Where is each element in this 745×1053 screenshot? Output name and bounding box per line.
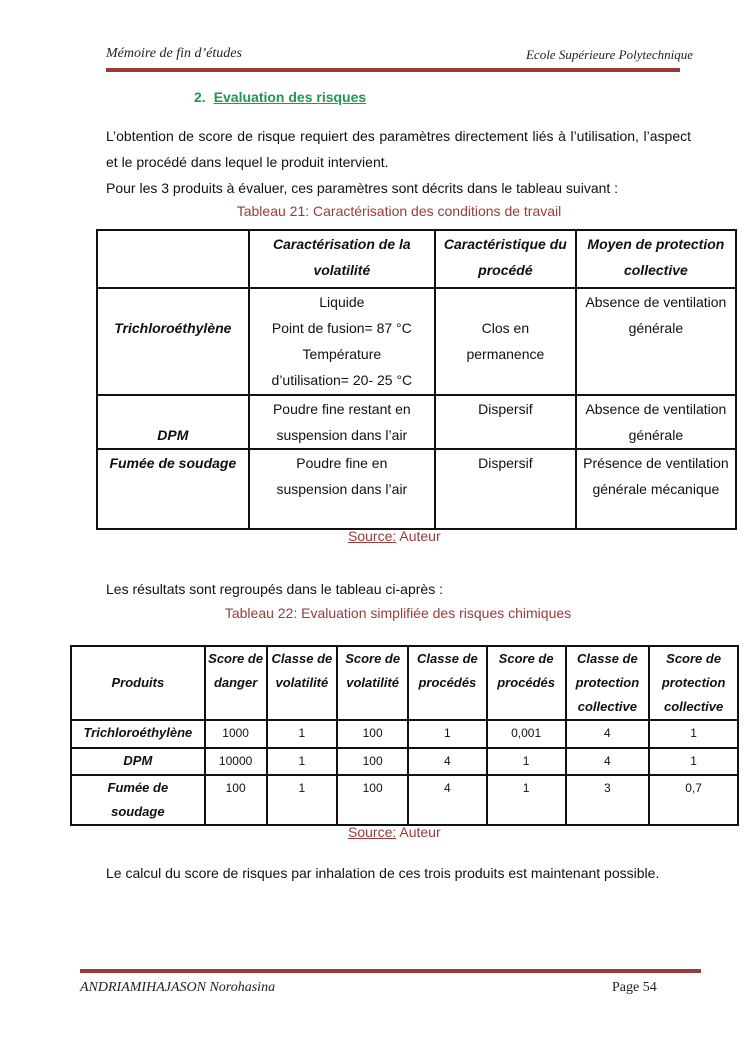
table21-header-cell: Caractéristique du procédé xyxy=(435,230,576,288)
row-label: DPM xyxy=(71,748,205,775)
table-row xyxy=(97,449,736,529)
table-cell: 4 xyxy=(566,748,650,775)
header-right: Ecole Supérieure Polytechnique xyxy=(525,47,693,62)
table-cell: 0,7 xyxy=(649,775,738,825)
process-cell xyxy=(435,288,576,395)
protection-cell xyxy=(576,288,736,395)
volatility-cell xyxy=(249,449,435,529)
results-paragraph: Les résultats sont regroupés dans le tableau ci-après : xyxy=(106,581,443,597)
table22-header-cell: Classe de procédés xyxy=(408,646,487,720)
volatility-line: Point de fusion= 87 °C xyxy=(271,320,412,336)
protection-text: Absence de ventilation générale xyxy=(585,294,727,336)
intro-paragraph: L’obtention de score de risque requiert des paramètres directement liés à l’utilisation, l’aspect et le procédé dans lequel le produit intervient. xyxy=(106,128,691,170)
table22-header-cell: Score de danger xyxy=(205,646,267,720)
row-label: Trichloroéthylène xyxy=(71,720,205,748)
table21-header-row xyxy=(97,230,736,288)
row-label: Fumée de soudage xyxy=(71,775,205,825)
source-label: Source: xyxy=(348,824,397,840)
process-text: Dispersif xyxy=(478,455,533,471)
table-cell: 1 xyxy=(649,720,738,748)
table21-header-cell: Caractérisation de la volatilité xyxy=(249,230,435,288)
protection-text: Présence de ventilation générale mécanique xyxy=(583,455,729,497)
table-row xyxy=(71,720,738,748)
table-cell: 1 xyxy=(649,748,738,775)
row-label xyxy=(97,288,249,395)
table22-header-cell: Classe de protection collective xyxy=(566,646,650,720)
table22-header-cell: Score de volatilité xyxy=(337,646,408,720)
source-value: Auteur xyxy=(396,824,441,840)
table-row xyxy=(71,775,738,825)
volatility-line: Température xyxy=(302,346,382,362)
table21 xyxy=(96,229,737,530)
table-row xyxy=(97,288,736,395)
table21-caption: Tableau 21: Caractérisation des conditions de travail xyxy=(236,203,562,219)
table22-header-cell xyxy=(71,646,205,720)
protection-cell xyxy=(576,395,736,449)
table22-source xyxy=(348,824,441,840)
table-cell: 100 xyxy=(337,748,408,775)
table22 xyxy=(70,645,739,826)
row-label xyxy=(97,449,249,529)
section-title-text: Evaluation des risques xyxy=(213,89,367,105)
protection-text: Absence de ventilation générale xyxy=(585,401,727,443)
table-cell: 1000 xyxy=(205,720,267,748)
table22-header-cell: Score de procédés xyxy=(487,646,566,720)
table-cell: 1 xyxy=(408,720,487,748)
table-cell: 100 xyxy=(205,775,267,825)
process-cell xyxy=(435,395,576,449)
table-cell: 0,001 xyxy=(487,720,566,748)
volatility-line: suspension dans l’air xyxy=(276,427,408,443)
volatility-cell xyxy=(249,395,435,449)
header-text: Produits xyxy=(111,675,165,690)
volatility-line: d’utilisation= 20- 25 °C xyxy=(271,372,413,388)
table-cell: 1 xyxy=(487,775,566,825)
table-cell: 4 xyxy=(408,748,487,775)
footer-rule xyxy=(80,969,701,973)
footer-author: ANDRIAMIHAJASON Norohasina xyxy=(80,980,276,995)
table22-header-row xyxy=(71,646,738,720)
table-cell: 1 xyxy=(267,748,338,775)
table-cell: 100 xyxy=(337,720,408,748)
process-cell xyxy=(435,449,576,529)
table21-header-cell xyxy=(97,230,249,288)
table21-header-cell: Moyen de protection collective xyxy=(576,230,736,288)
source-label: Source: xyxy=(348,528,397,544)
table-cell: 1 xyxy=(487,748,566,775)
table-cell: 10000 xyxy=(205,748,267,775)
header-rule xyxy=(106,68,680,72)
intro2-paragraph: Pour les 3 produits à évaluer, ces paramètres sont décrits dans le tableau suivant : xyxy=(106,180,619,196)
table-cell: 1 xyxy=(267,720,338,748)
row-label-text: Trichloroéthylène xyxy=(114,320,232,336)
volatility-cell xyxy=(249,288,435,395)
volatility-line: suspension dans l’air xyxy=(276,481,408,497)
table-cell: 3 xyxy=(566,775,650,825)
protection-cell xyxy=(576,449,736,529)
table22-header-cell: Score de protection collective xyxy=(649,646,738,720)
process-text: Clos en permanence xyxy=(466,320,545,362)
table21-source xyxy=(348,528,441,544)
table-cell: 4 xyxy=(566,720,650,748)
row-label-text: Fumée de soudage xyxy=(109,455,237,471)
header-left: Mémoire de fin d’études xyxy=(106,46,242,61)
conclusion-paragraph: Le calcul du score de risques par inhalation de ces trois produits est maintenant possible. xyxy=(106,865,660,881)
table22-header-cell: Classe de volatilité xyxy=(267,646,338,720)
section-number: 2. xyxy=(194,89,206,105)
volatility-line: Liquide xyxy=(319,294,365,310)
page-number: Page 54 xyxy=(612,980,657,995)
table22-caption: Tableau 22: Evaluation simplifiée des risques chimiques xyxy=(224,605,572,621)
table-cell: 1 xyxy=(267,775,338,825)
table-cell: 100 xyxy=(337,775,408,825)
source-value: Auteur xyxy=(396,528,441,544)
table-row xyxy=(97,395,736,449)
section-title xyxy=(194,89,366,105)
table-cell: 4 xyxy=(408,775,487,825)
table-row xyxy=(71,748,738,775)
row-label-text: DPM xyxy=(157,427,189,443)
row-label xyxy=(97,395,249,449)
process-text: Dispersif xyxy=(478,401,533,417)
volatility-line: Poudre fine en xyxy=(296,455,388,471)
volatility-line: Poudre fine restant en xyxy=(272,401,411,417)
